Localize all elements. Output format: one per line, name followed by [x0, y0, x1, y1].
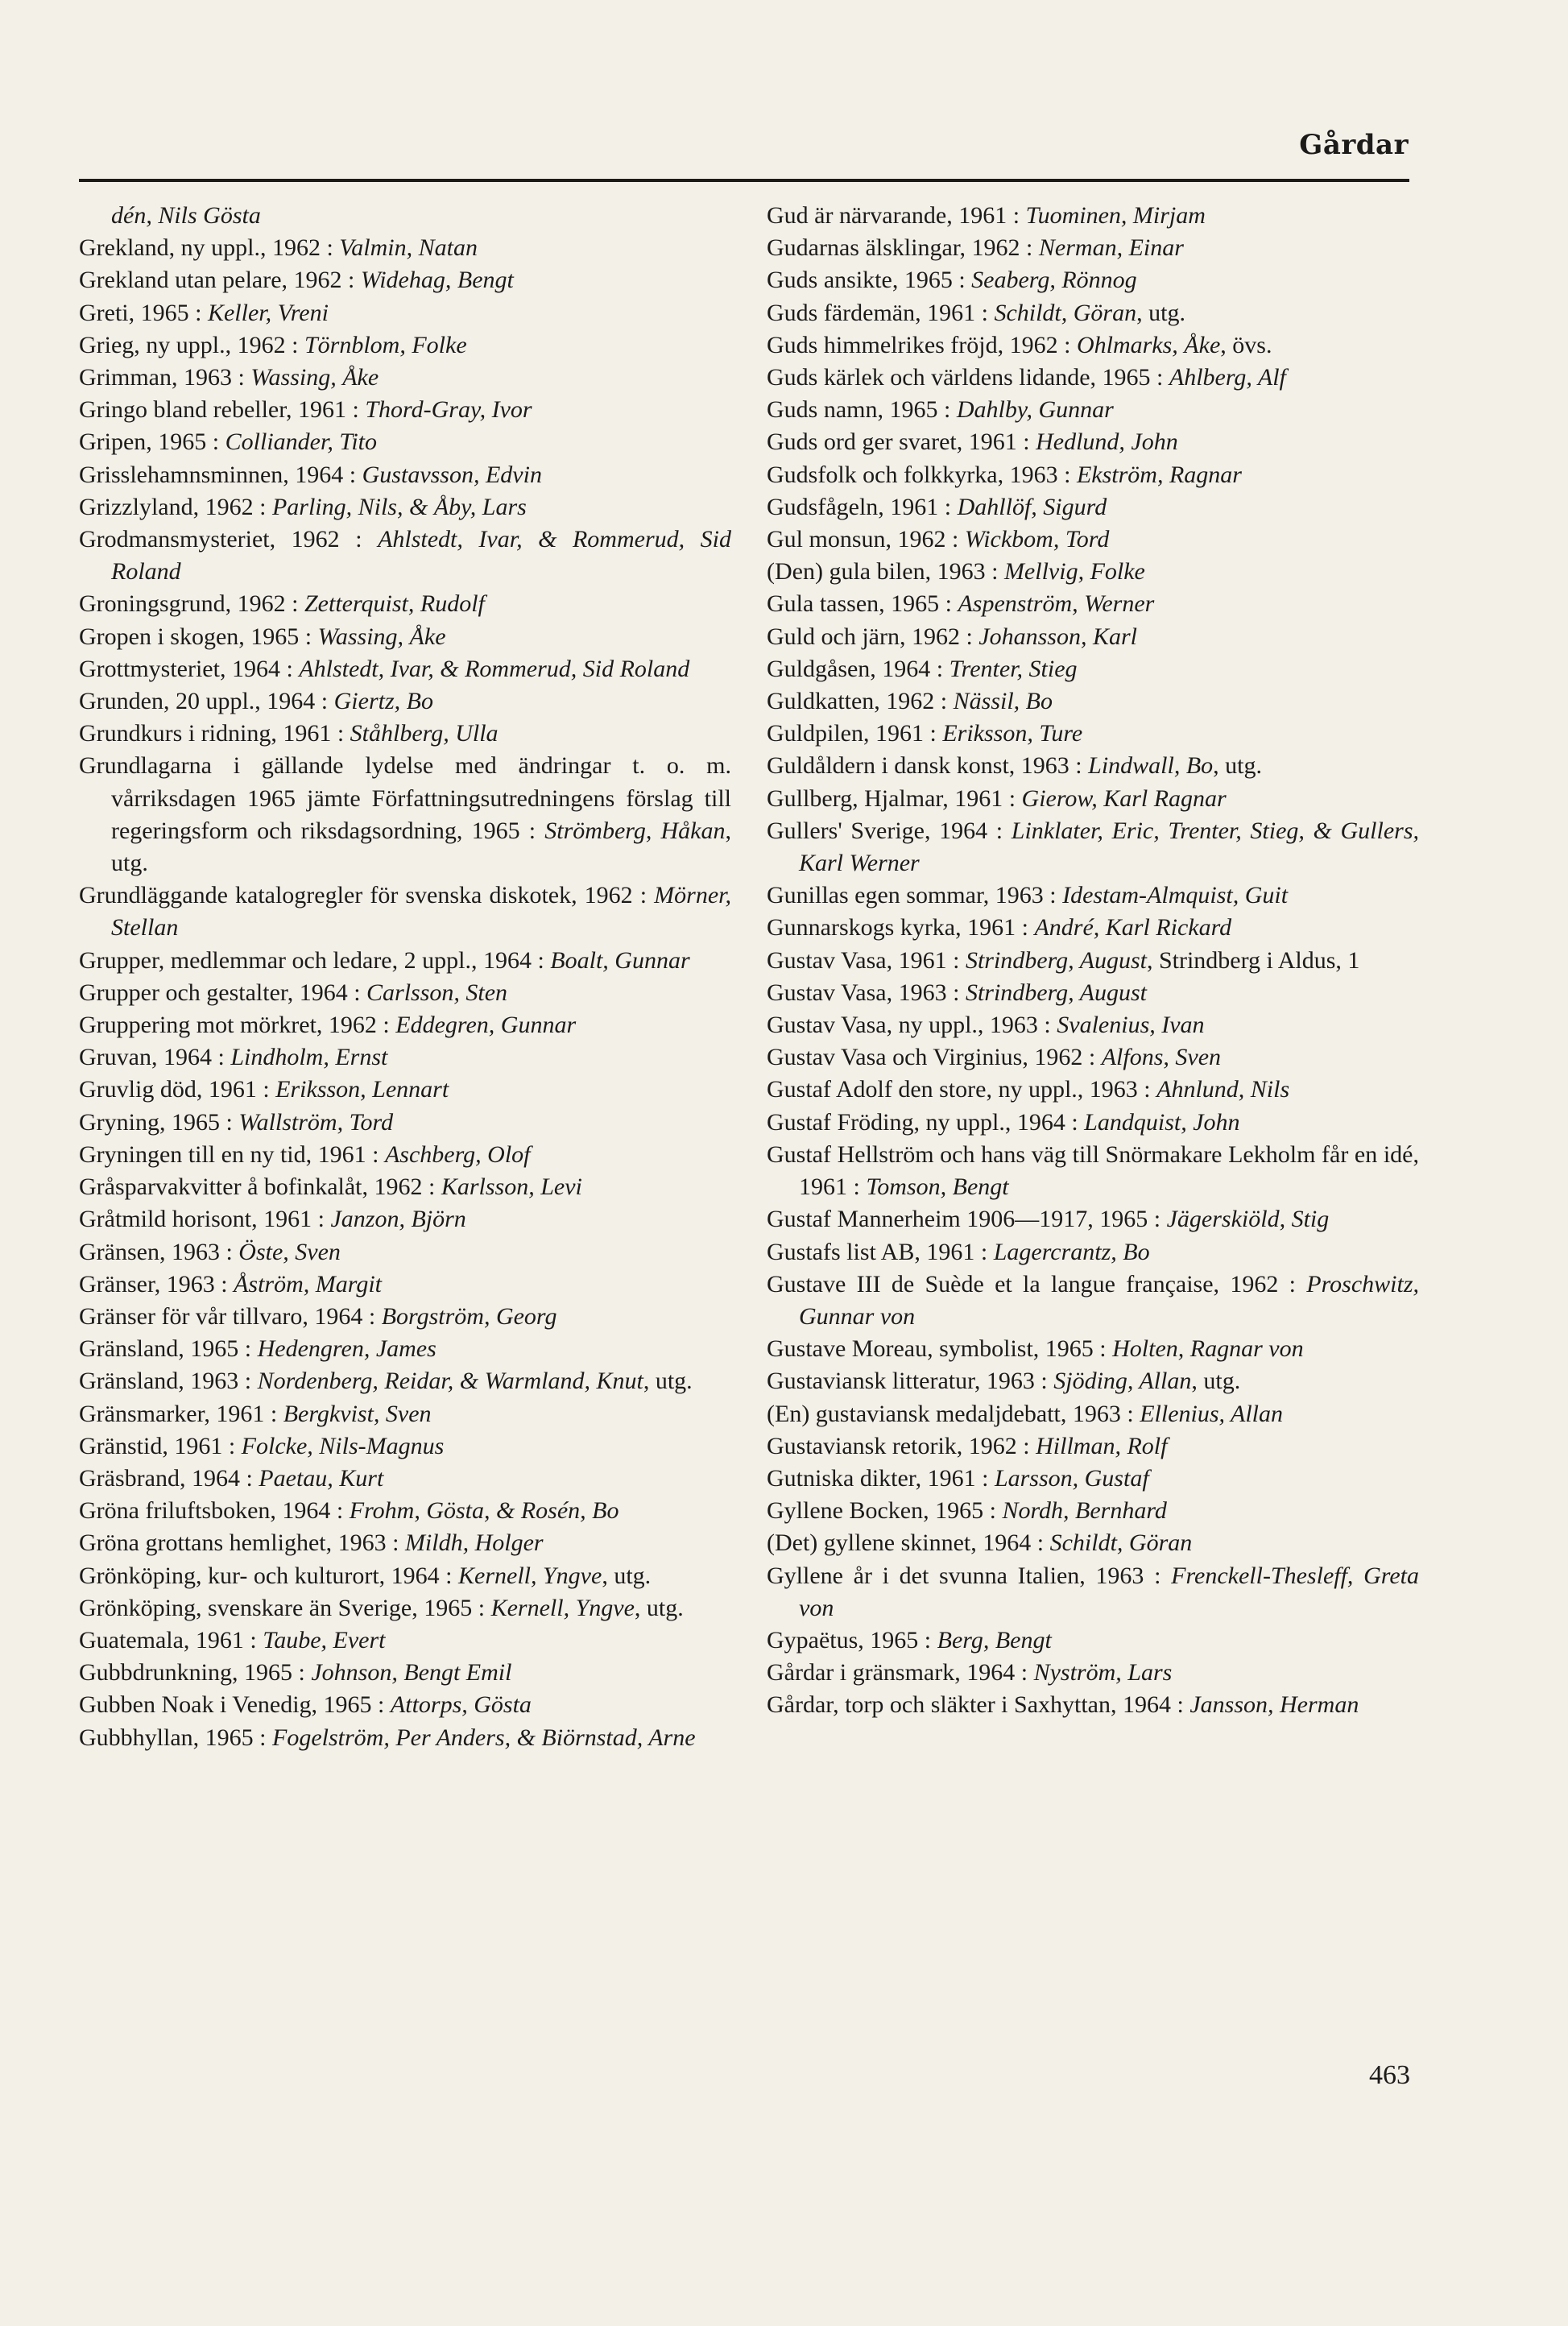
index-entry [79, 1301, 731, 1333]
entry-author: Gierow, Karl Ragnar [1021, 784, 1227, 812]
entry-author: Strindberg, August [965, 946, 1147, 974]
index-entry [767, 426, 1419, 458]
entry-title: Gustaf Hellström och hans väg till Snörmakare Lekholm får en idé, 1961 : [767, 1140, 1419, 1201]
entry-author: Schildt, Göran [994, 299, 1137, 326]
index-entry [79, 264, 731, 296]
entry-title: Gunnarskogs kyrka, 1961 : [767, 914, 1035, 942]
index-entry [767, 1139, 1419, 1203]
entry-author: Jägerskiöld, Stig [1166, 1206, 1330, 1233]
entry-author: Seaberg, Rönnog [971, 267, 1137, 294]
index-entry [767, 1236, 1419, 1269]
entry-title: Gränsen, 1963 : [79, 1238, 239, 1265]
entry-title: Grupper, medlemmar och ledare, 2 uppl., 1964 : [79, 946, 551, 974]
entry-title: Grunden, 20 uppl., 1964 : [79, 688, 334, 715]
entry-author: Ahlstedt, Ivar, & Rommerud, Sid Roland [299, 655, 690, 682]
index-entry [79, 1236, 731, 1269]
entry-author: Paetau, Kurt [259, 1464, 384, 1492]
index-entry [79, 1430, 731, 1463]
entry-suffix: , utg. [1191, 1368, 1241, 1395]
index-entry [767, 1430, 1419, 1463]
index-entry [79, 653, 731, 685]
index-entry [79, 1203, 731, 1235]
index-entry [79, 524, 731, 588]
entry-author: Zetterquist, Rudolf [304, 590, 485, 618]
index-entry [767, 491, 1419, 524]
index-entry [79, 1107, 731, 1139]
index-entry [79, 1560, 731, 1592]
entry-title: Gustaviansk retorik, 1962 : [767, 1432, 1036, 1459]
index-entry [79, 459, 731, 491]
entry-author: Nerman, Einar [1038, 234, 1184, 262]
entry-author: Strindberg, August [965, 979, 1147, 1006]
index-entry [767, 1269, 1419, 1333]
entry-title: Gryningen till en ny tid, 1961 : [79, 1140, 385, 1168]
entry-title: Gullberg, Hjalmar, 1961 : [767, 784, 1022, 812]
index-entry [79, 297, 731, 329]
entry-author: Valmin, Natan [339, 234, 478, 262]
entry-title: Gränsland, 1963 : [79, 1368, 258, 1395]
entry-title: Grieg, ny uppl., 1962 : [79, 331, 304, 358]
index-entry [79, 491, 731, 524]
entry-author: Nyström, Lars [1033, 1659, 1173, 1687]
index-entry [767, 459, 1419, 491]
entry-author: Dahllöf, Sigurd [957, 493, 1107, 520]
entry-author: Mildh, Holger [404, 1529, 544, 1557]
entry-author: Strömberg, Håkan [544, 817, 726, 844]
entry-author: Kernell, Yngve [458, 1562, 602, 1589]
entry-title: Gustaviansk litteratur, 1963 : [767, 1368, 1054, 1395]
entry-author: Keller, Vreni [207, 299, 329, 326]
page-number: 463 [1369, 2060, 1410, 2090]
entry-author: Linklater, Eric, Trenter, Stieg, & Gullers, Karl Werner [799, 817, 1420, 877]
index-entry [79, 718, 731, 750]
entry-author: Kernell, Yngve [490, 1594, 635, 1621]
entry-author: Folcke, Nils-Magnus [241, 1432, 445, 1459]
entry-author: Alfons, Sven [1101, 1044, 1222, 1071]
entry-author: Ahnlund, Nils [1156, 1076, 1290, 1103]
entry-suffix: , utg. [643, 1368, 693, 1395]
entry-author: Jansson, Herman [1189, 1691, 1359, 1719]
entry-title: Grupper och gestalter, 1964 : [79, 979, 367, 1006]
index-entry [79, 1269, 731, 1301]
entry-author: Parling, Nils, & Åby, Lars [271, 493, 527, 520]
entry-title: Guds ord ger svaret, 1961 : [767, 428, 1036, 456]
index-entry [767, 1107, 1419, 1139]
index-entry [767, 1203, 1419, 1235]
entry-author: Bergkvist, Sven [283, 1400, 432, 1427]
entry-title: Greti, 1965 : [79, 299, 208, 326]
entry-title: Gränser för vår tillvaro, 1964 : [79, 1302, 382, 1330]
entry-title: Gudsfågeln, 1961 : [767, 493, 958, 520]
index-entry [79, 362, 731, 394]
entry-author: Wickbom, Tord [964, 526, 1110, 553]
entry-title: Guldpilen, 1961 : [767, 720, 943, 747]
index-entry [767, 1657, 1419, 1689]
index-entry [767, 750, 1419, 782]
entry-author: Larsson, Gustaf [994, 1464, 1149, 1492]
entry-author: Lagercrantz, Bo [993, 1238, 1150, 1265]
entry-author: Sjöding, Allan [1053, 1368, 1192, 1395]
index-entry [767, 879, 1419, 912]
entry-suffix: , utg. [111, 817, 731, 877]
index-entry [767, 1560, 1419, 1624]
entry-title: (En) gustaviansk medaljdebatt, 1963 : [767, 1400, 1140, 1427]
entry-title: Gryning, 1965 : [79, 1108, 239, 1136]
entry-title: Grimman, 1963 : [79, 364, 251, 391]
entry-title: Gustave III de Suède et la langue française, 1962 : [767, 1270, 1307, 1298]
entry-author: Taube, Evert [263, 1626, 386, 1653]
entry-author: Öste, Sven [238, 1238, 341, 1265]
index-entry [79, 232, 731, 264]
index-entry [79, 977, 731, 1009]
entry-title: Gunillas egen sommar, 1963 : [767, 882, 1063, 909]
index-entry [767, 524, 1419, 556]
entry-author: Proschwitz, Gunnar von [799, 1270, 1419, 1330]
entry-title: Grisslehamnsminnen, 1964 : [79, 461, 362, 488]
entry-author: Lindwall, Bo [1088, 752, 1214, 780]
entry-title: Guds kärlek och världens lidande, 1965 : [767, 364, 1169, 391]
index-entry [767, 945, 1419, 977]
entry-suffix: , utg. [1136, 299, 1185, 326]
index-entry [79, 329, 731, 362]
entry-title: Guds namn, 1965 : [767, 396, 957, 424]
entry-title: Gud är närvarande, 1961 : [767, 202, 1026, 229]
entry-title: Gråsparvakvitter å bofinkalåt, 1962 : [79, 1173, 441, 1201]
left-column [79, 200, 731, 1754]
entry-author: Widehag, Bengt [360, 267, 514, 294]
index-entry [79, 1171, 731, 1203]
index-entry [79, 879, 731, 944]
entry-title: Gypaëtus, 1965 : [767, 1626, 937, 1653]
entry-title: Gubbdrunkning, 1965 : [79, 1659, 312, 1687]
entry-author: Nässil, Bo [953, 688, 1053, 715]
entry-suffix: , Strindberg i Aldus, 1 [1146, 946, 1360, 974]
entry-title: Gubben Noak i Venedig, 1965 : [79, 1691, 391, 1719]
entry-suffix: , utg. [634, 1594, 684, 1621]
entry-title: Gustafs list AB, 1961 : [767, 1238, 994, 1265]
entry-author: Schildt, Göran [1049, 1529, 1193, 1557]
entry-author: Eddegren, Gunnar [395, 1012, 577, 1039]
entry-title: Gripen, 1965 : [79, 428, 225, 456]
entry-suffix: , utg. [1213, 752, 1263, 780]
entry-author: Karlsson, Levi [441, 1173, 582, 1201]
index-entry [767, 815, 1419, 879]
entry-author: Dahlby, Gunnar [956, 396, 1114, 424]
entry-author: Hedengren, James [257, 1335, 436, 1363]
index-entry [767, 1365, 1419, 1397]
entry-title: Guldåldern i dansk konst, 1963 : [767, 752, 1089, 780]
index-entry [767, 1333, 1419, 1365]
entry-title: Gruvlig död, 1961 : [79, 1076, 276, 1103]
entry-author: Holten, Ragnar von [1112, 1335, 1304, 1363]
entry-author: Ahlberg, Alf [1169, 364, 1286, 391]
entry-title: Guatemala, 1961 : [79, 1626, 263, 1653]
entry-title: Gustaf Mannerheim 1906—1917, 1965 : [767, 1206, 1167, 1233]
entry-title: Guldgåsen, 1964 : [767, 655, 949, 682]
entry-title: Gröna friluftsboken, 1964 : [79, 1497, 350, 1525]
entry-title: Gyllene Bocken, 1965 : [767, 1497, 1003, 1525]
index-entry [767, 1624, 1419, 1657]
entry-author: Ellenius, Allan [1140, 1400, 1284, 1427]
entry-title: Gränsland, 1965 : [79, 1335, 258, 1363]
index-entry [767, 685, 1419, 718]
entry-title: Gudarnas älsklingar, 1962 : [767, 234, 1039, 262]
index-entry [767, 1527, 1419, 1559]
entry-author: Aschberg, Olof [384, 1140, 531, 1168]
index-entry [79, 588, 731, 620]
entry-author: Boalt, Gunnar [550, 946, 690, 974]
index-entry [79, 1657, 731, 1689]
entry-title: Gudsfolk och folkkyrka, 1963 : [767, 461, 1077, 488]
entry-author: Ahlstedt, Ivar, & Rommerud, Sid Roland [111, 526, 731, 586]
entry-title: Gustav Vasa, 1961 : [767, 946, 966, 974]
index-entry [767, 1463, 1419, 1495]
entry-author: Ekström, Ragnar [1076, 461, 1242, 488]
entry-author: André, Karl Rickard [1034, 914, 1232, 942]
index-entry [767, 362, 1419, 394]
entry-title: Grönköping, svenskare än Sverige, 1965 : [79, 1594, 491, 1621]
entry-title: Guds ansikte, 1965 : [767, 267, 972, 294]
entry-author: Johansson, Karl [978, 623, 1137, 650]
index-entry [79, 1592, 731, 1624]
entry-author: Åström, Margit [234, 1270, 382, 1298]
index-entry [767, 329, 1419, 362]
entry-title: Grundlagarna i gällande lydelse med ändringar t. o. m. vårriksdagen 1965 jämte Författningsutredningens förslag till regeringsform och riksdagsordning, 1965 : [79, 752, 731, 844]
entry-author: Hillman, Rolf [1036, 1432, 1168, 1459]
index-entry [79, 1139, 731, 1171]
entry-title: Grodmansmysteriet, 1962 : [79, 526, 379, 553]
entry-author: Fogelström, Per Anders, & Biörnstad, Arne [272, 1724, 696, 1751]
entry-author: Mellvig, Folke [1003, 558, 1145, 586]
entry-title: Grundläggande katalogregler för svenska diskotek, 1962 : [79, 882, 655, 909]
entry-title: (Det) gyllene skinnet, 1964 : [767, 1529, 1050, 1557]
entry-title: Gruppering mot mörkret, 1962 : [79, 1012, 396, 1039]
entry-author: Nordh, Bernhard [1002, 1497, 1167, 1525]
index-entry [767, 1689, 1419, 1721]
index-entry [767, 232, 1419, 264]
index-entry [767, 1041, 1419, 1074]
entry-title: Gränser, 1963 : [79, 1270, 234, 1298]
index-entry [767, 653, 1419, 685]
index-entry [767, 297, 1419, 329]
index-entry [79, 200, 731, 232]
index-entry [79, 1624, 731, 1657]
entry-title: Gustaf Fröding, ny uppl., 1964 : [767, 1108, 1085, 1136]
entry-author: Törnblom, Folke [304, 331, 467, 358]
index-entry [767, 912, 1419, 944]
entry-suffix: , utg. [602, 1562, 652, 1589]
entry-title: Gröna grottans hemlighet, 1963 : [79, 1529, 405, 1557]
index-entry [79, 1041, 731, 1074]
entry-title: Guds himmelrikes fröjd, 1962 : [767, 331, 1077, 358]
entry-title: Gubbhyllan, 1965 : [79, 1724, 272, 1751]
index-entry [767, 556, 1419, 588]
entry-author: Thord-Gray, Ivor [365, 396, 532, 424]
entry-author: Lindholm, Ernst [230, 1044, 388, 1071]
index-entry [767, 1074, 1419, 1106]
entry-title: Gränsmarker, 1961 : [79, 1400, 283, 1427]
entry-title: Gråtmild horisont, 1961 : [79, 1206, 331, 1233]
entry-title: Gustaf Adolf den store, ny uppl., 1963 : [767, 1076, 1157, 1103]
index-entry [79, 1722, 731, 1754]
entry-title: Grundkurs i ridning, 1961 : [79, 720, 350, 747]
entry-author: Gustavsson, Edvin [362, 461, 542, 488]
entry-title: (Den) gula bilen, 1963 : [767, 558, 1004, 586]
index-entry [79, 1365, 731, 1397]
entry-title: Gustave Moreau, symbolist, 1965 : [767, 1335, 1113, 1363]
entry-author: Frenckell-Thesleff, Greta von [799, 1562, 1419, 1621]
entry-title: Gårdar i gränsmark, 1964 : [767, 1659, 1034, 1687]
entry-author: Aspenström, Werner [958, 590, 1155, 618]
right-column [767, 200, 1419, 1722]
index-entry [767, 200, 1419, 232]
index-entry [767, 1495, 1419, 1527]
entry-author: Carlsson, Sten [366, 979, 508, 1006]
entry-author: Wassing, Åke [250, 364, 379, 391]
entry-title: Gropen i skogen, 1965 : [79, 623, 318, 650]
entry-title: Grottmysteriet, 1964 : [79, 655, 300, 682]
entry-author: Nordenberg, Reidar, & Warmland, Knut [257, 1368, 643, 1395]
entry-author: Mörner, Stellan [111, 882, 731, 942]
header-rule [79, 179, 1409, 182]
entry-title: Gullers' Sverige, 1964 : [767, 817, 1012, 844]
index-entry [767, 1398, 1419, 1430]
entry-author: Attorps, Gösta [390, 1691, 532, 1719]
index-entry [79, 750, 731, 879]
index-entry [767, 977, 1419, 1009]
index-entry [767, 394, 1419, 426]
entry-author: Ståhlberg, Ulla [350, 720, 499, 747]
entry-title: Grekland utan pelare, 1962 : [79, 267, 361, 294]
entry-title: Gutniska dikter, 1961 : [767, 1464, 995, 1492]
index-entry [79, 621, 731, 653]
entry-author: Johnson, Bengt Emil [311, 1659, 512, 1687]
index-entry [79, 1495, 731, 1527]
entry-author: Janzon, Björn [330, 1206, 466, 1233]
entry-author: Berg, Bengt [937, 1626, 1052, 1653]
running-head: Gårdar [1299, 129, 1409, 161]
index-entry [79, 1689, 731, 1721]
entry-author: Hedlund, John [1036, 428, 1178, 456]
entry-title: Gringo bland rebeller, 1961 : [79, 396, 366, 424]
index-entry [767, 718, 1419, 750]
index-entry [767, 1009, 1419, 1041]
entry-title: Gula tassen, 1965 : [767, 590, 958, 618]
entry-title: Grönköping, kur- och kulturort, 1964 : [79, 1562, 459, 1589]
entry-author: Giertz, Bo [333, 688, 433, 715]
index-entry [79, 1398, 731, 1430]
entry-title: Guldkatten, 1962 : [767, 688, 954, 715]
entry-author: Borgström, Georg [381, 1302, 557, 1330]
entry-title: Gränstid, 1961 : [79, 1432, 242, 1459]
index-entry [79, 1333, 731, 1365]
index-entry [79, 1009, 731, 1041]
entry-title: Gräsbrand, 1964 : [79, 1464, 259, 1492]
entry-author: Landquist, John [1084, 1108, 1240, 1136]
entry-title: Groningsgrund, 1962 : [79, 590, 304, 618]
index-entry [767, 621, 1419, 653]
entry-author: Eriksson, Lennart [275, 1076, 449, 1103]
index-entry [79, 685, 731, 718]
index-entry [79, 394, 731, 426]
entry-author: Frohm, Gösta, & Rosén, Bo [349, 1497, 619, 1525]
entry-title: Guds färdemän, 1961 : [767, 299, 995, 326]
entry-suffix: , övs. [1220, 331, 1272, 358]
index-entry [79, 426, 731, 458]
entry-author: Wassing, Åke [317, 623, 446, 650]
entry-title: Gustav Vasa, ny uppl., 1963 : [767, 1012, 1057, 1039]
entry-author: Wallström, Tord [238, 1108, 394, 1136]
entry-title: Grizzlyland, 1962 : [79, 493, 272, 520]
entry-title: Grekland, ny uppl., 1962 : [79, 234, 340, 262]
entry-author: Idestam-Almquist, Guit [1062, 882, 1289, 909]
index-entry [79, 1527, 731, 1559]
entry-title: Guld och järn, 1962 : [767, 623, 979, 650]
index-entry [79, 1074, 731, 1106]
index-entry [767, 783, 1419, 815]
entry-author: Ohlmarks, Åke [1076, 331, 1221, 358]
entry-title: Gustav Vasa och Virginius, 1962 : [767, 1044, 1102, 1071]
entry-author: Eriksson, Ture [942, 720, 1083, 747]
entry-author: Colliander, Tito [225, 428, 378, 456]
entry-title: Gyllene år i det svunna Italien, 1963 : [767, 1562, 1172, 1589]
index-entry [79, 1463, 731, 1495]
entry-title: Gustav Vasa, 1963 : [767, 979, 966, 1006]
entry-title: Gul monsun, 1962 : [767, 526, 965, 553]
entry-author: Tuominen, Mirjam [1025, 202, 1206, 229]
index-entry [79, 945, 731, 977]
entry-title: Gårdar, torp och släkter i Saxhyttan, 1964 : [767, 1691, 1190, 1719]
index-entry [767, 264, 1419, 296]
entry-author: Svalenius, Ivan [1057, 1012, 1205, 1039]
entry-author: Tomson, Bengt [866, 1173, 1009, 1201]
index-entry [767, 588, 1419, 620]
entry-title: Gruvan, 1964 : [79, 1044, 231, 1071]
entry-author: Trenter, Stieg [949, 655, 1078, 682]
entry-author: dén, Nils Gösta [111, 202, 261, 229]
